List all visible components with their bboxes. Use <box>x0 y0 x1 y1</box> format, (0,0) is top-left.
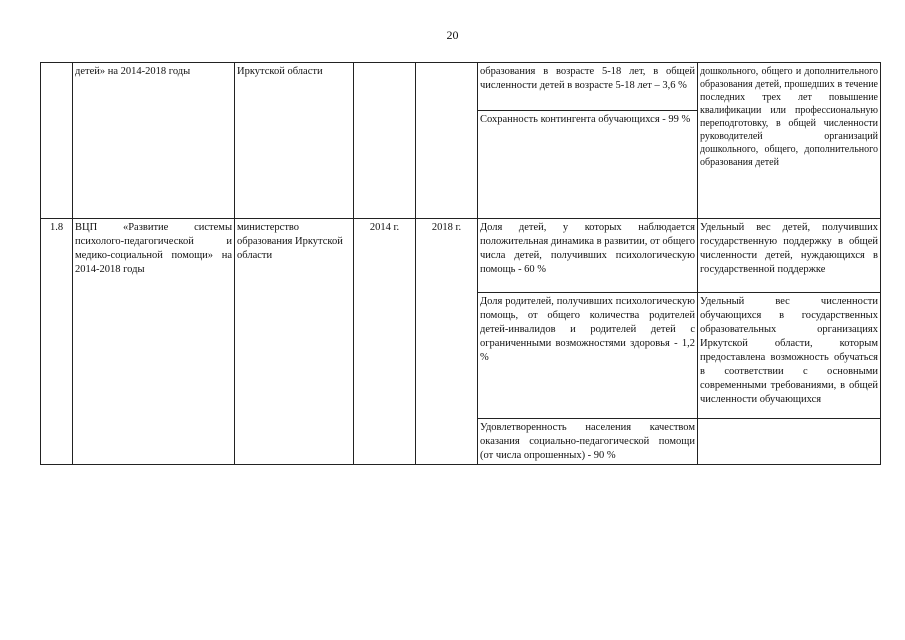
indicator-cell: Удовлетворенность населения качеством оказания социально-педагогической помощи (от числа опрошенных) - 90 % <box>478 419 698 465</box>
table-row <box>41 219 881 293</box>
start-year <box>354 63 416 219</box>
target-cell: Удельный вес детей, получивших государственную поддержку в общей численности детей, нуждающихся в государственной поддержке <box>698 219 881 293</box>
target-cell <box>698 419 881 465</box>
start-year: 2014 г. <box>354 219 416 465</box>
indicator-cell: Доля детей, у которых наблюдается положительная динамика в развитии, от общего числа детей, получивших психологическую помощь - 60 % <box>478 219 698 293</box>
indicator-cell: Доля родителей, получивших психологическую помощь, от общего количества родителей детей-инвалидов и родителей детей с ограниченными возможностями здоровья - 1,2 % <box>478 293 698 419</box>
row-number: 1.8 <box>41 219 73 465</box>
table-row <box>41 63 881 111</box>
end-year: 2018 г. <box>416 219 478 465</box>
program-table <box>40 62 881 465</box>
indicator-cell: Сохранность контингента обучающихся - 99 % <box>478 111 698 219</box>
program-name: детей» на 2014-2018 годы <box>73 63 235 219</box>
row-number <box>41 63 73 219</box>
indicator-cell: образования в возрасте 5-18 лет, в общей численности детей в возрасте 5-18 лет – 3,6 % <box>478 63 698 111</box>
target-cell: дошкольного, общего и дополнительного образования детей, прошедших в течение последних трех лет повышение квалификации или профессиональную переподготовку, в общей численности руководителей организаций дошкольного, общего, дополнительного образования детей <box>698 63 881 219</box>
executor: министерство образования Иркутской области <box>235 219 354 465</box>
executor: Иркутской области <box>235 63 354 219</box>
page-number: 20 <box>446 28 459 42</box>
target-cell: Удельный вес численности обучающихся в государственных образовательных организациях Иркутской области, которым предоставлена возможность обучаться в соответствии с основными современными требованиями, в общей численности обучающихся <box>698 293 881 419</box>
program-name: ВЦП «Развитие системы психолого-педагогической и медико-социальной помощи» на 2014-2018 годы <box>73 219 235 465</box>
end-year <box>416 63 478 219</box>
